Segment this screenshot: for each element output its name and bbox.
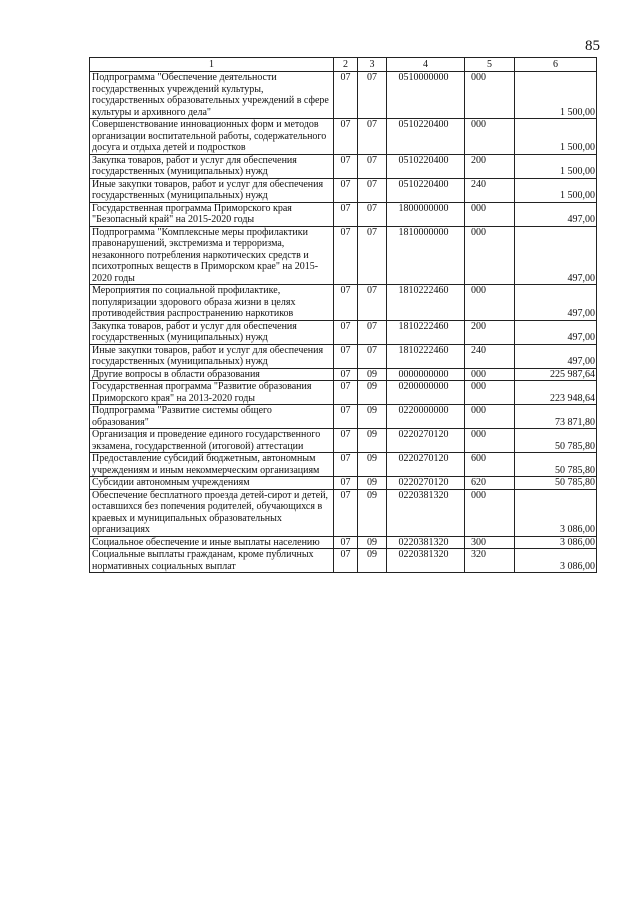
- row-name: Совершенствование инновационных форм и методов организации воспитательной работы, содержательного досуга и отдыха детей и подростков: [90, 119, 334, 155]
- row-amount: 1 500,00: [515, 119, 597, 155]
- header-row: [90, 58, 597, 72]
- row-target-article: 1810222460: [387, 285, 465, 321]
- row-subsection: 09: [358, 405, 387, 429]
- table-row: [90, 154, 597, 178]
- row-section: 07: [334, 202, 358, 226]
- row-expense-type: 000: [465, 405, 515, 429]
- table-row: [90, 344, 597, 368]
- row-name: Закупка товаров, работ и услуг для обеспечения государственных (муниципальных) нужд: [90, 154, 334, 178]
- row-expense-type: 320: [465, 549, 515, 573]
- row-name: Мероприятия по социальной профилактике, популяризации здорового образа жизни в целях противодействия распространению наркотиков: [90, 285, 334, 321]
- row-subsection: 07: [358, 202, 387, 226]
- row-amount: 50 785,80: [515, 429, 597, 453]
- row-section: 07: [334, 178, 358, 202]
- row-section: 07: [334, 368, 358, 381]
- row-section: 07: [334, 536, 358, 549]
- row-amount: 497,00: [515, 285, 597, 321]
- row-target-article: 1810000000: [387, 226, 465, 285]
- row-name: Предоставление субсидий бюджетным, автономным учреждениям и иным некоммерческим организациям: [90, 453, 334, 477]
- row-target-article: 0200000000: [387, 381, 465, 405]
- row-subsection: 07: [358, 344, 387, 368]
- row-target-article: 0510220400: [387, 154, 465, 178]
- row-target-article: 0220270120: [387, 477, 465, 490]
- row-section: 07: [334, 119, 358, 155]
- row-name: Субсидии автономным учреждениям: [90, 477, 334, 490]
- row-subsection: 09: [358, 453, 387, 477]
- row-section: 07: [334, 405, 358, 429]
- row-target-article: 0510220400: [387, 119, 465, 155]
- row-expense-type: 620: [465, 477, 515, 490]
- row-target-article: 1810222460: [387, 344, 465, 368]
- budget-table: [89, 57, 597, 573]
- table-row: [90, 285, 597, 321]
- row-name: Государственная программа "Развитие образования Приморского края" на 2013-2020 годы: [90, 381, 334, 405]
- column-header: 5: [465, 58, 515, 72]
- row-amount: 50 785,80: [515, 453, 597, 477]
- row-subsection: 09: [358, 368, 387, 381]
- table-row: [90, 119, 597, 155]
- column-header: 6: [515, 58, 597, 72]
- row-name: Обеспечение бесплатного проезда детей-сирот и детей, оставшихся без попечения родителей, обучающихся в краевых и муниципальных образовательных организациях: [90, 489, 334, 536]
- row-section: 07: [334, 429, 358, 453]
- row-target-article: 0220381320: [387, 549, 465, 573]
- row-name: Иные закупки товаров, работ и услуг для обеспечения государственных (муниципальных) нужд: [90, 344, 334, 368]
- row-section: 07: [334, 381, 358, 405]
- table-row: [90, 381, 597, 405]
- row-target-article: 0220381320: [387, 536, 465, 549]
- row-target-article: 0510220400: [387, 178, 465, 202]
- row-section: 07: [334, 549, 358, 573]
- row-amount: 73 871,80: [515, 405, 597, 429]
- row-subsection: 09: [358, 549, 387, 573]
- row-target-article: 0220270120: [387, 453, 465, 477]
- table-row: [90, 429, 597, 453]
- row-target-article: 0220000000: [387, 405, 465, 429]
- row-name: Социальные выплаты гражданам, кроме публичных нормативных социальных выплат: [90, 549, 334, 573]
- row-expense-type: 600: [465, 453, 515, 477]
- row-expense-type: 240: [465, 178, 515, 202]
- table-row: [90, 477, 597, 490]
- row-section: 07: [334, 477, 358, 490]
- row-expense-type: 000: [465, 368, 515, 381]
- row-subsection: 09: [358, 429, 387, 453]
- row-target-article: 0220270120: [387, 429, 465, 453]
- row-target-article: 1800000000: [387, 202, 465, 226]
- row-amount: 497,00: [515, 226, 597, 285]
- row-section: 07: [334, 154, 358, 178]
- row-amount: 1 500,00: [515, 178, 597, 202]
- table-row: [90, 202, 597, 226]
- row-subsection: 09: [358, 381, 387, 405]
- row-subsection: 09: [358, 536, 387, 549]
- row-amount: 497,00: [515, 320, 597, 344]
- row-target-article: 0220381320: [387, 489, 465, 536]
- row-amount: 1 500,00: [515, 72, 597, 119]
- row-amount: 3 086,00: [515, 549, 597, 573]
- row-expense-type: 000: [465, 489, 515, 536]
- row-amount: 497,00: [515, 202, 597, 226]
- row-target-article: 1810222460: [387, 320, 465, 344]
- table-row: [90, 226, 597, 285]
- table-row: [90, 489, 597, 536]
- row-section: 07: [334, 226, 358, 285]
- row-amount: 1 500,00: [515, 154, 597, 178]
- row-amount: 50 785,80: [515, 477, 597, 490]
- budget-table-body: [90, 72, 597, 573]
- row-section: 07: [334, 344, 358, 368]
- row-section: 07: [334, 72, 358, 119]
- row-name: Иные закупки товаров, работ и услуг для обеспечения государственных (муниципальных) нужд: [90, 178, 334, 202]
- row-subsection: 07: [358, 154, 387, 178]
- row-section: 07: [334, 285, 358, 321]
- row-subsection: 09: [358, 489, 387, 536]
- row-amount: 225 987,64: [515, 368, 597, 381]
- row-subsection: 07: [358, 72, 387, 119]
- row-name: Подпрограмма "Комплексные меры профилактики правонарушений, экстремизма и терроризма, незаконного потребления наркотических средств и психотропных веществ в Приморском крае" на 2015-2020 годы: [90, 226, 334, 285]
- table-row: [90, 72, 597, 119]
- table-row: [90, 405, 597, 429]
- row-expense-type: 000: [465, 72, 515, 119]
- column-header: 1: [90, 58, 334, 72]
- column-header: 4: [387, 58, 465, 72]
- row-name: Подпрограмма "Обеспечение деятельности государственных учреждений культуры, государственных образовательных учреждений в сфере культуры и архивного дела": [90, 72, 334, 119]
- row-expense-type: 300: [465, 536, 515, 549]
- row-expense-type: 000: [465, 119, 515, 155]
- row-subsection: 07: [358, 226, 387, 285]
- row-expense-type: 000: [465, 226, 515, 285]
- row-expense-type: 000: [465, 429, 515, 453]
- row-name: Другие вопросы в области образования: [90, 368, 334, 381]
- row-section: 07: [334, 453, 358, 477]
- row-subsection: 07: [358, 178, 387, 202]
- table-row: [90, 368, 597, 381]
- row-name: Социальное обеспечение и иные выплаты населению: [90, 536, 334, 549]
- column-header: 2: [334, 58, 358, 72]
- row-expense-type: 000: [465, 285, 515, 321]
- row-expense-type: 000: [465, 202, 515, 226]
- table-row: [90, 453, 597, 477]
- row-name: Подпрограмма "Развитие системы общего образования": [90, 405, 334, 429]
- row-target-article: 0510000000: [387, 72, 465, 119]
- column-header: 3: [358, 58, 387, 72]
- row-name: Государственная программа Приморского края "Безопасный край" на 2015-2020 годы: [90, 202, 334, 226]
- row-name: Закупка товаров, работ и услуг для обеспечения государственных (муниципальных) нужд: [90, 320, 334, 344]
- row-subsection: 09: [358, 477, 387, 490]
- table-row: [90, 536, 597, 549]
- row-section: 07: [334, 489, 358, 536]
- row-expense-type: 240: [465, 344, 515, 368]
- row-amount: 3 086,00: [515, 489, 597, 536]
- table-row: [90, 549, 597, 573]
- row-subsection: 07: [358, 285, 387, 321]
- row-subsection: 07: [358, 119, 387, 155]
- row-expense-type: 000: [465, 381, 515, 405]
- table-row: [90, 178, 597, 202]
- row-subsection: 07: [358, 320, 387, 344]
- row-section: 07: [334, 320, 358, 344]
- page-number: 85: [585, 38, 600, 54]
- row-expense-type: 200: [465, 154, 515, 178]
- row-amount: 3 086,00: [515, 536, 597, 549]
- row-amount: 497,00: [515, 344, 597, 368]
- row-target-article: 0000000000: [387, 368, 465, 381]
- table-row: [90, 320, 597, 344]
- row-name: Организация и проведение единого государственного экзамена, государственной (итоговой) аттестации: [90, 429, 334, 453]
- row-expense-type: 200: [465, 320, 515, 344]
- row-amount: 223 948,64: [515, 381, 597, 405]
